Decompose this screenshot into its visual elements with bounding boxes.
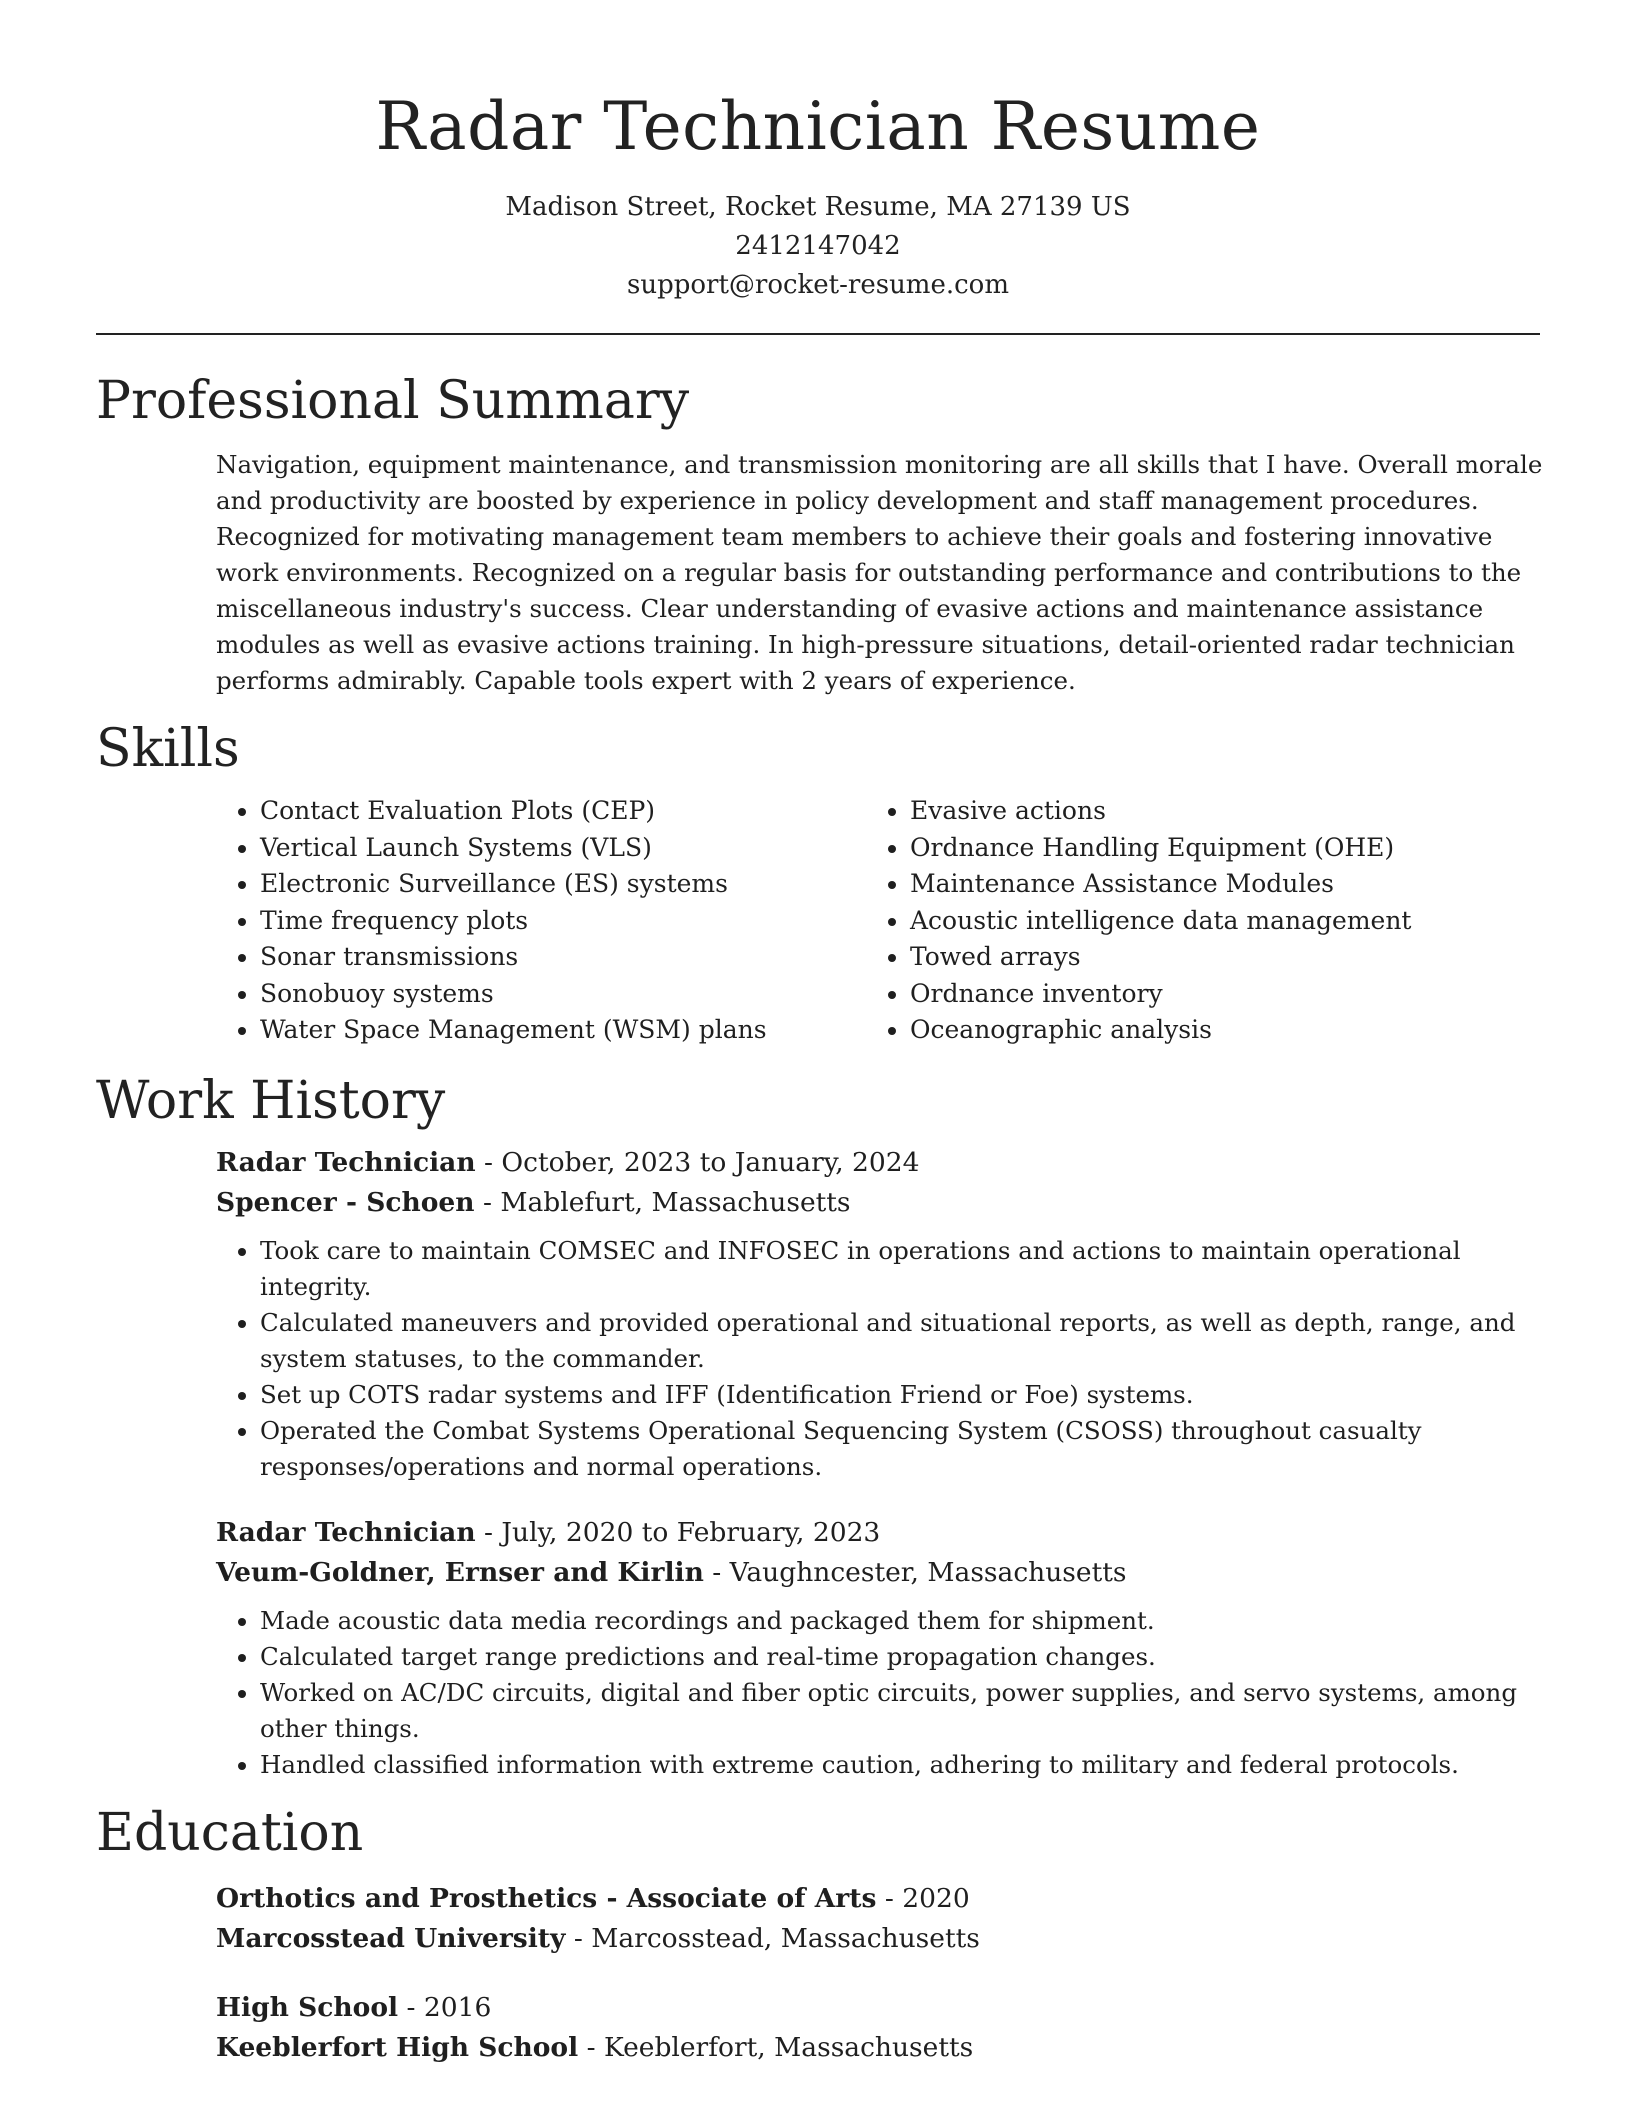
job-entry	[216, 1143, 1540, 1485]
skill-item: • Ordnance inventory	[910, 976, 1530, 1013]
job-location: - Vaughncester, Massachusetts	[703, 1556, 1127, 1588]
skills-column-left	[216, 793, 866, 1049]
contact-phone: 2412147042	[735, 231, 901, 261]
education-degree: Orthotics and Prosthetics - Associate of Arts	[216, 1882, 877, 1914]
job-bullet: • Handled classified information with extreme caution, adhering to military and federal protocols.	[260, 1747, 1551, 1783]
header-divider	[96, 333, 1540, 335]
skill-item: • Evasive actions	[910, 793, 1530, 830]
skill-item: • Electronic Surveillance (ES) systems	[260, 866, 866, 903]
job-company: Spencer - Schoen	[216, 1186, 475, 1218]
job-bullet: • Took care to maintain COMSEC and INFOSEC in operations and actions to maintain operational integrity.	[260, 1233, 1551, 1305]
job-bullet: • Operated the Combat Systems Operational Sequencing System (CSOSS) throughout casualty responses/operations and normal operations.	[260, 1413, 1551, 1485]
contact-address: Madison Street, Rocket Resume, MA 27139 US	[505, 192, 1131, 222]
skill-item: • Contact Evaluation Plots (CEP)	[260, 793, 866, 830]
job-dates: - October, 2023 to January, 2024	[475, 1146, 920, 1178]
skill-item: • Time frequency plots	[260, 903, 866, 940]
skills-column-right	[866, 793, 1530, 1049]
education-heading: Education	[96, 1802, 364, 1863]
skill-item: • Sonobuoy systems	[260, 976, 866, 1013]
job-bullet: • Calculated target range predictions and real-time propagation changes.	[260, 1639, 1551, 1675]
education-school: Keeblerfort High School	[216, 2031, 579, 2063]
resume-title: Radar Technician Resume	[375, 88, 1261, 165]
work-history-heading: Work History	[96, 1070, 446, 1131]
job-bullets	[216, 1233, 1551, 1485]
job-bullet: • Calculated maneuvers and provided operational and situational reports, as well as depth, range, and system statuses, to the commander.	[260, 1305, 1551, 1377]
skills-heading: Skills	[96, 719, 240, 779]
education-degree: High School	[216, 1991, 399, 2023]
job-company: Veum-Goldner, Ernser and Kirlin	[216, 1556, 704, 1588]
job-employer-line	[216, 1553, 1540, 1593]
contact-block	[96, 188, 1540, 305]
skill-item: • Sonar transmissions	[260, 939, 866, 976]
summary-text: Navigation, equipment maintenance, and transmission monitoring are all skills that I have. Overall morale and productivity are boosted by experience in policy development and staff management procedures. Recognized for motivating management team members to achieve their goals and fostering innovative work environments. Recognized on a regular basis for outstanding performance and contributions to the miscellaneous industry's success. Clear understanding of evasive actions and maintenance assistance modules as well as evasive actions training. In high-pressure situations, detail-oriented radar technician performs admirably. Capable tools expert with 2 years of experience.	[216, 450, 1543, 695]
resume-page	[96, 0, 1543, 2068]
job-location: - Mablefurt, Massachusetts	[474, 1186, 851, 1218]
education-entry	[216, 1988, 1540, 2068]
skill-item: • Maintenance Assistance Modules	[910, 866, 1530, 903]
education-location: - Keeblerfort, Massachusetts	[578, 2031, 974, 2063]
skill-item: • Vertical Launch Systems (VLS)	[260, 830, 866, 867]
education-year: - 2020	[876, 1882, 970, 1914]
job-entry	[216, 1513, 1540, 1783]
job-role: Radar Technician	[216, 1516, 476, 1548]
skill-item: • Oceanographic analysis	[910, 1012, 1530, 1049]
skills-list	[96, 793, 1540, 1049]
education-school: Marcosstead University	[216, 1922, 566, 1954]
contact-email: support@rocket-resume.com	[626, 270, 1009, 300]
education-school-line	[216, 2028, 1540, 2068]
job-bullets	[216, 1603, 1551, 1783]
skill-item: • Acoustic intelligence data management	[910, 903, 1530, 940]
skill-item: • Ordnance Handling Equipment (OHE)	[910, 830, 1530, 867]
education-degree-line	[216, 1988, 1540, 2028]
summary-heading: Professional Summary	[96, 371, 690, 431]
education-location: - Marcosstead, Massachusetts	[565, 1922, 980, 1954]
job-title-line	[216, 1143, 1540, 1183]
job-bullet: • Made acoustic data media recordings and packaged them for shipment.	[260, 1603, 1551, 1639]
education-degree-line	[216, 1879, 1540, 1919]
education-school-line	[216, 1919, 1540, 1959]
job-bullet: • Set up COTS radar systems and IFF (Identification Friend or Foe) systems.	[260, 1377, 1551, 1413]
job-dates: - July, 2020 to February, 2023	[475, 1516, 881, 1548]
job-title-line	[216, 1513, 1540, 1553]
job-role: Radar Technician	[216, 1146, 476, 1178]
education-entry	[216, 1879, 1540, 1959]
skill-item: • Towed arrays	[910, 939, 1530, 976]
education-year: - 2016	[398, 1991, 492, 2023]
job-employer-line	[216, 1183, 1540, 1223]
skill-item: • Water Space Management (WSM) plans	[260, 1012, 866, 1049]
job-bullet: • Worked on AC/DC circuits, digital and fiber optic circuits, power supplies, and servo systems, among other things.	[260, 1675, 1551, 1747]
